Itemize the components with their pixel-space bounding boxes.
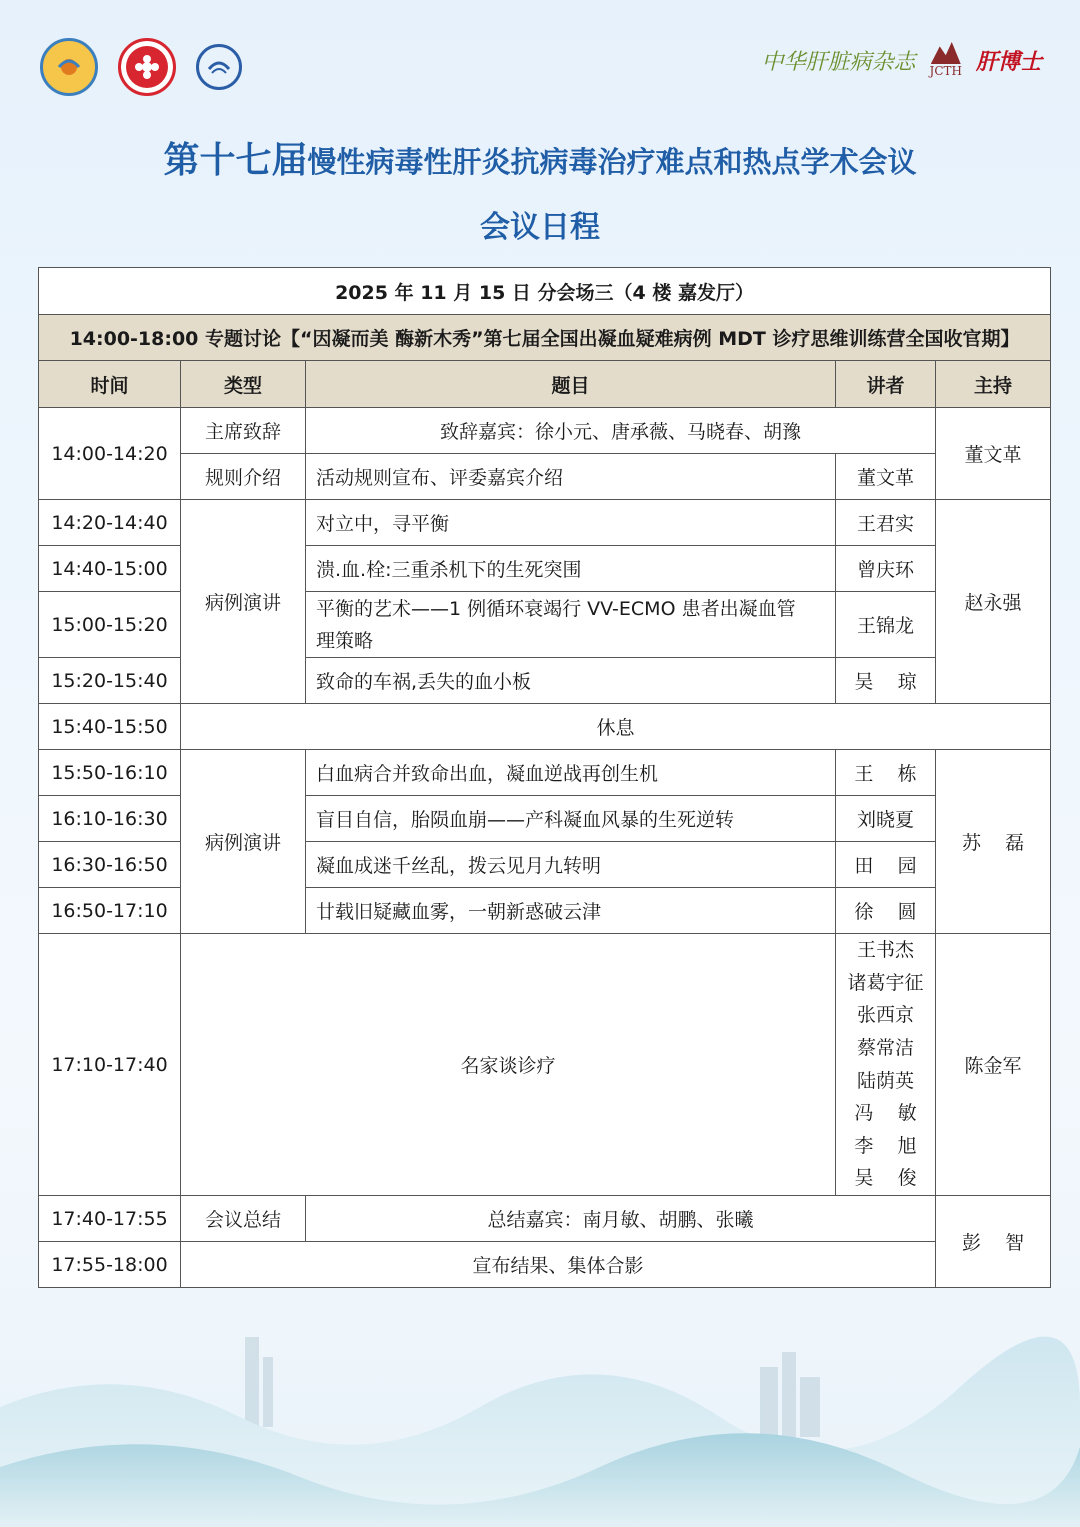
topic-cell: 廿载旧疑藏血雾，一朝新惑破云津	[306, 888, 836, 934]
page-title	[0, 132, 1080, 183]
jcth-label: JCTH	[929, 64, 962, 78]
flower-emblem-logo	[118, 38, 176, 96]
topic-line-2: 理策略	[316, 629, 374, 652]
speaker-name: 陆荫英	[856, 1069, 914, 1092]
speaker-cell: 王 栋	[836, 750, 936, 796]
session-topic-cell: 14:00-18:00 专题讨论【“因凝而美 酶新木秀”第七届全国出凝血疑难病例 MDT 诊疗思维训练营全国收官期】	[39, 315, 1051, 361]
speaker-name: 冯 敏	[854, 1102, 917, 1125]
landscape-decoration	[0, 1297, 1080, 1527]
title-rest: 慢性病毒性肝炎抗病毒治疗难点和热点学术会议	[307, 145, 917, 179]
speaker-cell: 徐 圆	[836, 888, 936, 934]
date-cell: 2025 年 11 月 15 日 分会场三（4 楼 嘉发厅）	[39, 268, 1051, 315]
time-cell: 15:50-16:10	[39, 750, 181, 796]
speaker-name: 李 旭	[854, 1134, 917, 1157]
speaker-list-cell	[836, 934, 936, 1196]
table-row	[39, 1196, 1051, 1242]
host-cell: 苏 磊	[936, 750, 1051, 934]
title-lead: 第十七届	[163, 140, 308, 181]
topic-line-1: 平衡的艺术——1 例循环衰竭行 VV-ECMO 患者出凝血管	[316, 597, 796, 620]
table-row	[39, 704, 1051, 750]
type-cell: 主席致辞	[181, 408, 306, 454]
speaker-cell: 王君实	[836, 500, 936, 546]
time-cell: 15:20-15:40	[39, 658, 181, 704]
topic-cell: 致命的车祸,丢失的血小板	[306, 658, 836, 704]
speaker-cell: 田 园	[836, 842, 936, 888]
speaker-name: 王书杰	[856, 939, 914, 962]
topic-cell: 白血病合并致命出血，凝血逆战再创生机	[306, 750, 836, 796]
table-row	[39, 750, 1051, 796]
table-row	[39, 1242, 1051, 1288]
date-row	[39, 268, 1051, 315]
topic-cell: 盲目自信，胎陨血崩——产科凝血风暴的生死逆转	[306, 796, 836, 842]
column-header-time: 时间	[39, 361, 181, 408]
host-cell: 董文革	[936, 408, 1051, 500]
column-header-host: 主持	[936, 361, 1051, 408]
time-cell: 14:40-15:00	[39, 546, 181, 592]
speaker-name: 蔡常洁	[856, 1036, 914, 1059]
agenda-table	[38, 267, 1051, 1288]
time-cell: 14:20-14:40	[39, 500, 181, 546]
type-cell: 规则介绍	[181, 454, 306, 500]
time-cell: 17:55-18:00	[39, 1242, 181, 1288]
speaker-cell: 刘晓夏	[836, 796, 936, 842]
speaker-name: 吴 俊	[854, 1167, 917, 1190]
time-cell: 15:00-15:20	[39, 592, 181, 658]
host-cell: 彭 智	[936, 1196, 1051, 1288]
host-cell: 赵永强	[936, 500, 1051, 704]
topic-cell	[306, 592, 836, 658]
time-cell: 16:50-17:10	[39, 888, 181, 934]
speaker-cell: 王锦龙	[836, 592, 936, 658]
speaker-cell: 曾庆环	[836, 546, 936, 592]
page-subtitle: 会议日程	[480, 210, 600, 245]
speaker-cell: 吴 琼	[836, 658, 936, 704]
brand-logo: 肝博士	[975, 48, 1042, 75]
journal-logo: 中华肝脏病杂志	[761, 49, 916, 75]
topic-cell: 致辞嘉宾：徐小元、唐承薇、马晓春、胡豫	[306, 408, 936, 454]
time-cell: 17:40-17:55	[39, 1196, 181, 1242]
time-cell: 16:10-16:30	[39, 796, 181, 842]
topic-cell: 凝血成迷千丝乱，拨云见月九转明	[306, 842, 836, 888]
table-row	[39, 934, 1051, 1196]
topic-cell: 宣布结果、集体合影	[181, 1242, 936, 1288]
column-header-type: 类型	[181, 361, 306, 408]
table-row	[39, 408, 1051, 454]
type-cell: 病例演讲	[181, 750, 306, 934]
host-cell: 陈金军	[936, 934, 1051, 1196]
table-row	[39, 500, 1051, 546]
speaker-name: 张西京	[856, 1004, 914, 1027]
column-header-topic: 题目	[306, 361, 836, 408]
topic-cell: 活动规则宣布、评委嘉宾介绍	[306, 454, 836, 500]
type-cell: 病例演讲	[181, 500, 306, 704]
time-cell: 17:10-17:40	[39, 934, 181, 1196]
topic-cell: 对立中，寻平衡	[306, 500, 836, 546]
table-header-row	[39, 361, 1051, 408]
speaker-cell: 董文革	[836, 454, 936, 500]
topic-cell: 休息	[181, 704, 1051, 750]
left-logo-group	[40, 38, 242, 96]
university-hospital-logo	[196, 44, 242, 90]
topic-cell: 溃.血.栓:三重杀机下的生死突围	[306, 546, 836, 592]
right-logo-group	[762, 42, 1043, 78]
association-logo	[40, 38, 98, 96]
speaker-name: 诸葛宇征	[847, 971, 924, 994]
jcth-mark-icon	[931, 42, 961, 64]
table-row	[39, 454, 1051, 500]
time-cell: 15:40-15:50	[39, 704, 181, 750]
topic-cell: 名家谈诊疗	[181, 934, 836, 1196]
time-cell: 16:30-16:50	[39, 842, 181, 888]
type-cell: 会议总结	[181, 1196, 306, 1242]
time-cell: 14:00-14:20	[39, 408, 181, 500]
jcth-logo	[930, 42, 962, 78]
session-topic-row	[39, 315, 1051, 361]
topic-cell: 总结嘉宾：南月敏、胡鹏、张曦	[306, 1196, 936, 1242]
column-header-speaker: 讲者	[836, 361, 936, 408]
